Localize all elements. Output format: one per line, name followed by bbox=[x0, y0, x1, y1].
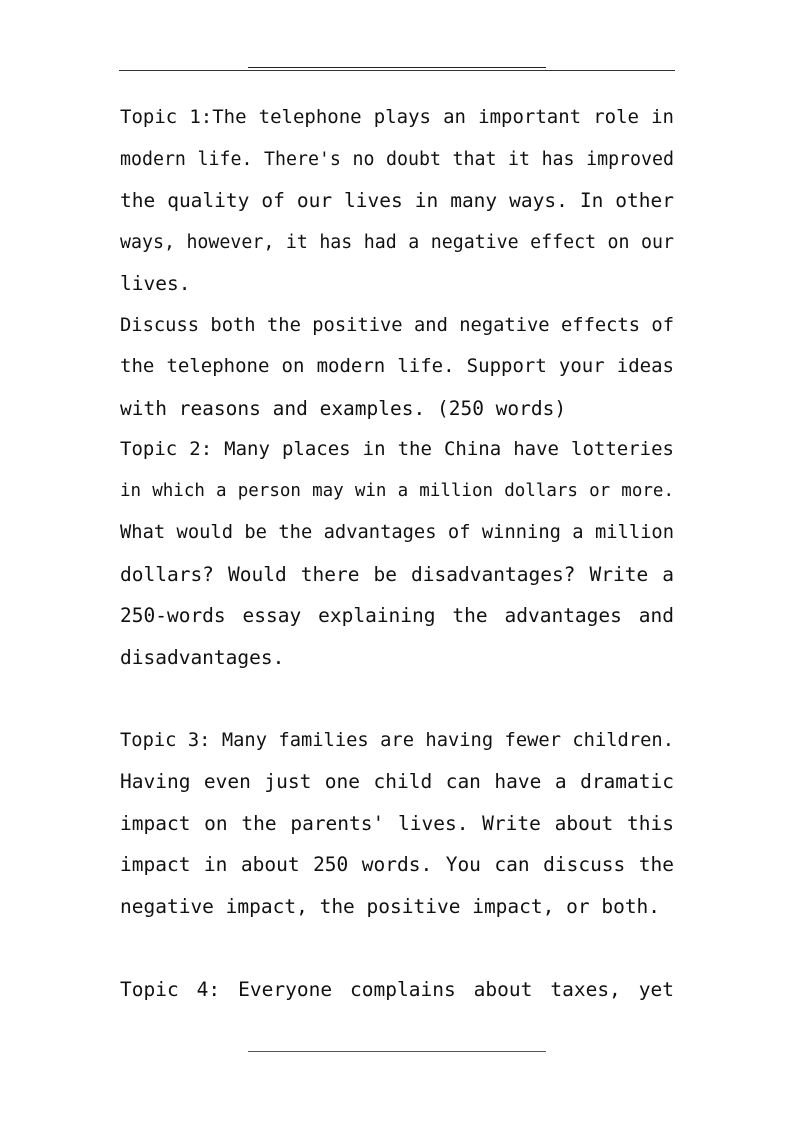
header-rule bbox=[119, 70, 675, 71]
document-body bbox=[120, 97, 674, 1010]
topic-1-line-8: with reasons and examples. (250 words) bbox=[120, 396, 567, 420]
topic-3-line-5: negative impact, the positive impact, or both. bbox=[120, 894, 661, 918]
topic-3-line-3: impact on the parents' lives. Write about this bbox=[120, 811, 674, 835]
topic-2-line-1: Topic 2: Many places in the China have lotteries bbox=[120, 438, 674, 460]
topic-1-line-1: Topic 1:The telephone plays an important role in bbox=[120, 106, 674, 128]
topic-2-line-3: What would be the advantages of winning a million bbox=[120, 522, 674, 543]
topic-3-line-1: Topic 3: Many families are having fewer children. bbox=[120, 729, 674, 751]
topic-1-line-4: ways, however, it has had a negative effect on our bbox=[120, 231, 674, 253]
topic-3-line-2: Having even just one child can have a dramatic bbox=[120, 770, 674, 793]
topic-2-line-5: 250-words essay explaining the advantages and bbox=[120, 604, 674, 627]
topic-3-line-4: impact in about 250 words. You can discuss the bbox=[120, 853, 674, 876]
footer-mark bbox=[248, 1051, 546, 1052]
topic-1-line-5: lives. bbox=[120, 272, 191, 295]
paragraph-gap bbox=[120, 927, 674, 969]
header-mark bbox=[248, 67, 546, 68]
topic-2-line-6: disadvantages. bbox=[120, 645, 285, 669]
topic-2-line-2: in which a person may win a million dollars or more. bbox=[120, 480, 674, 501]
topic-1-line-3: the quality of our lives in many ways. In other bbox=[120, 189, 674, 212]
paragraph-gap bbox=[120, 678, 674, 720]
topic-2-line-4: dollars? Would there be disadvantages? Write a bbox=[120, 562, 674, 586]
topic-1-line-6: Discuss both the positive and negative effects of bbox=[120, 314, 674, 336]
topic-1-line-2: modern life. There's no doubt that it has improved bbox=[120, 148, 674, 170]
topic-4-line-1: Topic 4: Everyone complains about taxes, yet bbox=[120, 977, 674, 1001]
topic-1-line-7: the telephone on modern life. Support your ideas bbox=[120, 355, 674, 377]
